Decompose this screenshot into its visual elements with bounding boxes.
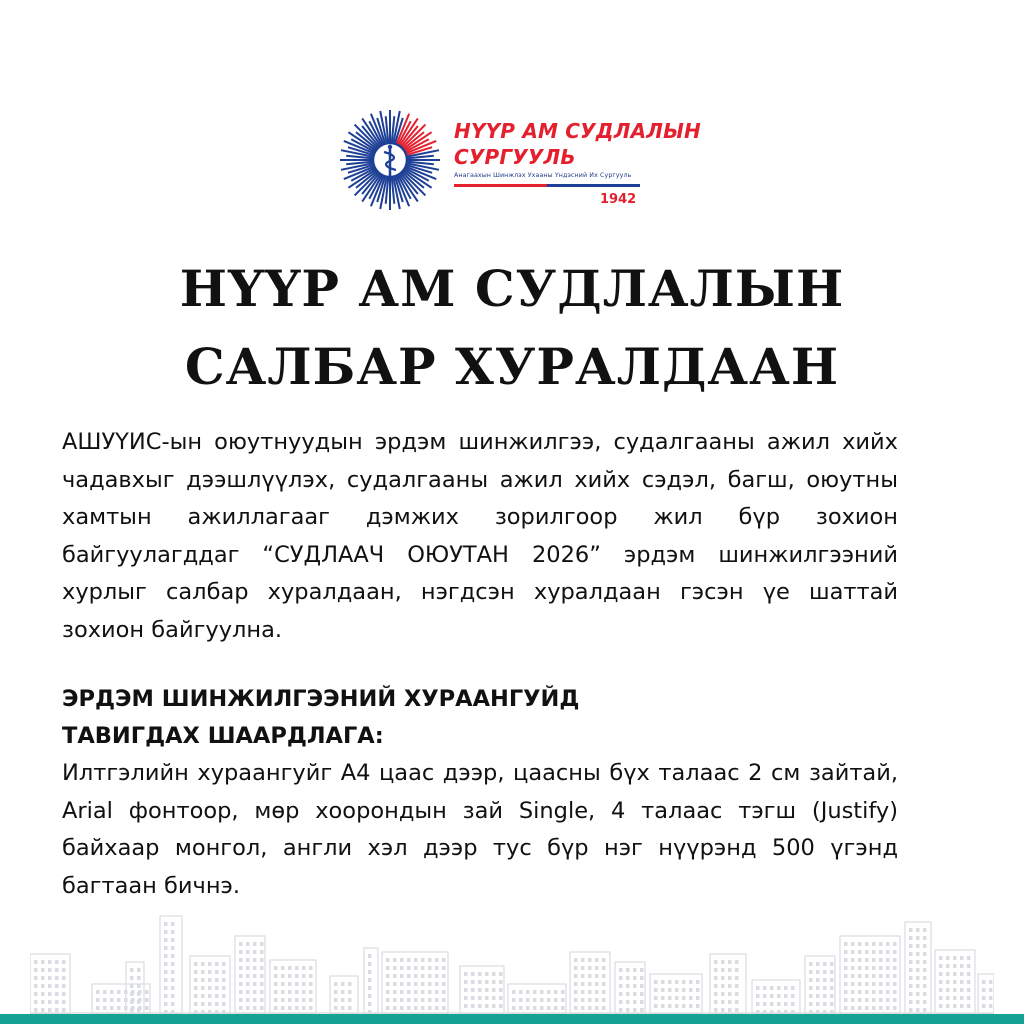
city-skyline-icon bbox=[30, 912, 994, 1014]
page-title bbox=[0, 250, 1024, 406]
school-logo bbox=[338, 108, 701, 214]
intro-paragraph: АШУҮИС-ын оюутнуудын эрдэм шинжилгээ, судалгааны ажил хийх чадавхыг дээшлүүлэх, судалгааны ажил хийх сэдэл, багш, оюутны хамтын ажиллагааг дэмжих зорилгоор жил бүр зохион байгуулагддаг “СУДЛААЧ ОЮУТАН 2026” эрдэм шинжилгээний хурлыг салбар хуралдаан, нэгдсэн хуралдаан гэсэн үе шаттай зохион байгуулна. bbox=[62, 429, 898, 643]
logo-divider-red bbox=[454, 184, 547, 187]
requirements-heading-line2: ТАВИГДАХ ШААРДЛАГА: bbox=[62, 723, 384, 749]
logo-divider-blue bbox=[547, 184, 640, 187]
page-title-line1: НҮҮР АМ СУДЛАЛЫН bbox=[179, 259, 845, 318]
logo-title-line1: НҮҮР АМ СУДЛАЛЫН bbox=[454, 119, 701, 143]
logo-title-line2: СУРГУУЛЬ bbox=[454, 145, 576, 169]
bottom-accent-bar bbox=[0, 1014, 1024, 1024]
caduceus-sunburst-icon bbox=[338, 108, 442, 212]
requirements-paragraph: Илтгэлийн хураангуйг А4 цаас дээр, цаасны бүх талаас 2 см зайтай, Arial фонтоор, мөр хоорондын зай Single, 4 талаас тэгш (Justify) байхаар монгол, англи хэл дээр тус бүр нэг нүүрэнд 500 үгэнд багтаан бичнэ. bbox=[62, 760, 898, 899]
logo-year: 1942 bbox=[600, 192, 637, 207]
logo-divider bbox=[454, 184, 640, 187]
page-title-line2: САЛБАР ХУРАЛДААН bbox=[184, 337, 840, 396]
requirements-heading bbox=[62, 681, 898, 755]
logo-title bbox=[454, 118, 701, 170]
requirements-heading-line1: ЭРДЭМ ШИНЖИЛГЭЭНИЙ ХУРААНГУЙД bbox=[62, 686, 580, 712]
logo-subtitle: Анагаахын Шинжлэх Ухааны Үндэсний Их Сургууль bbox=[454, 172, 632, 179]
